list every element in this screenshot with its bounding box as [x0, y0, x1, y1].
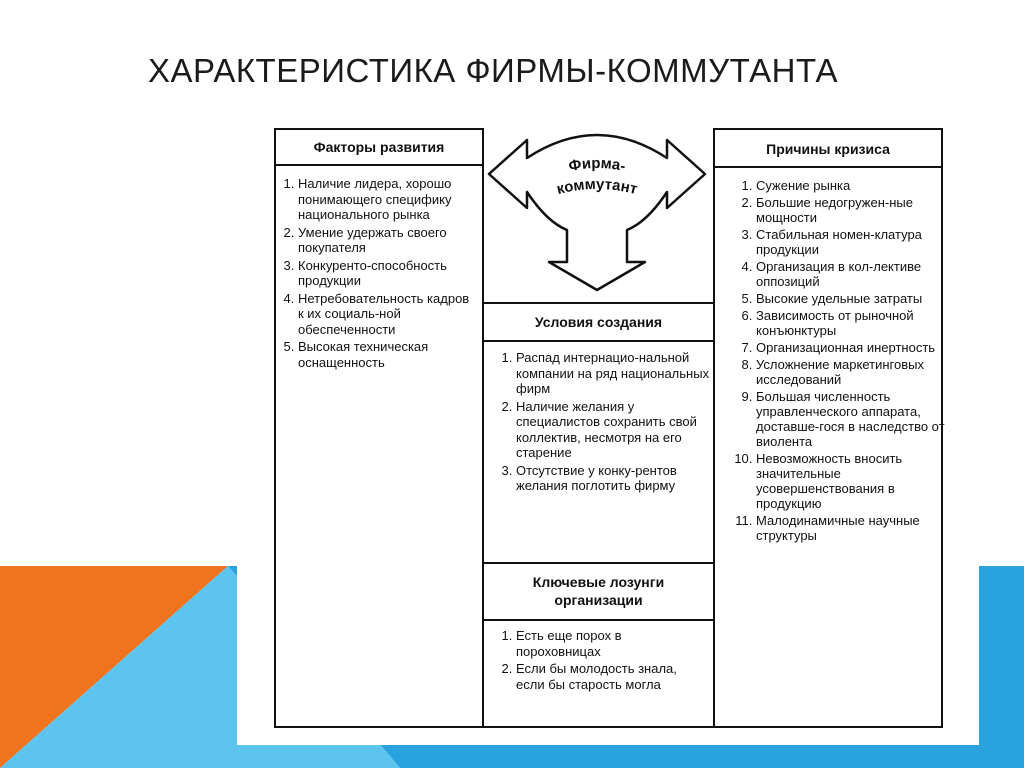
creation-conditions-header: Условия создания	[534, 314, 663, 330]
development-factors-header: Факторы развития	[313, 139, 445, 155]
list-item: 1. Есть еще порох в пороховницах	[516, 628, 706, 659]
header-divider	[484, 340, 713, 342]
list-item: 5. Высокая техническая оснащенность	[298, 339, 478, 370]
list-item: 4. Организация в кол-лективе оппозиций	[756, 259, 951, 289]
center-label-line2: коммутант	[554, 175, 640, 199]
key-slogans-list	[498, 628, 706, 694]
list-item: 7. Организационная инертность	[756, 340, 951, 355]
list-item: 3. Стабильная номен-клатура продукции	[756, 227, 951, 257]
list-item: 1. Наличие лидера, хорошо понимающего специфику национального рынка	[298, 176, 478, 223]
key-slogans-header-line1: Ключевые лозунги	[532, 574, 665, 590]
list-item: 6. Зависимость от рыночной конъюнктуры	[756, 308, 951, 338]
key-slogans-box	[482, 562, 715, 728]
diagram-card	[237, 112, 979, 745]
slide-title: ХАРАКТЕРИСТИКА ФИРМЫ-КОММУТАНТА	[148, 52, 839, 89]
list-item: 4. Нетребовательность кадров к их социаль-ной обеспеченности	[298, 291, 478, 338]
list-item: 2. Умение удержать своего покупателя	[298, 225, 478, 256]
center-label-line1: Фирма-	[567, 154, 628, 176]
crisis-causes-header: Причины кризиса	[766, 141, 890, 157]
list-item: 9. Большая численность управленческого аппарата, доставше-гося в наследство от виолента	[756, 389, 951, 449]
list-item: 1. Распад интернацио-нальной компании на ряд национальных фирм	[516, 350, 711, 397]
list-item: 10. Невозможность вносить значительные усовершенствования в продукцию	[756, 451, 951, 511]
key-slogans-header-line2: организации	[554, 592, 643, 608]
list-item: 2. Наличие желания у специалистов сохранить свой коллектив, несмотря на его старение	[516, 399, 711, 461]
list-item: 2. Если бы молодость знала, если бы старость могла	[516, 661, 706, 692]
creation-conditions-box	[482, 302, 715, 564]
list-item: 8. Усложнение маркетинговых исследований	[756, 357, 951, 387]
list-item: 2. Большие недогружен-ные мощности	[756, 195, 951, 225]
creation-conditions-list	[498, 350, 711, 496]
three-way-arrow	[237, 112, 979, 312]
list-item: 3. Конкуренто-способность продукции	[298, 258, 478, 289]
list-item: 11. Малодинамичные научные структуры	[756, 513, 951, 543]
list-item: 3. Отсутствие у конку-рентов желания поглотить фирму	[516, 463, 711, 494]
list-item: 5. Высокие удельные затраты	[756, 291, 951, 306]
header-divider	[484, 619, 713, 621]
list-item: 1. Сужение рынка	[756, 178, 951, 193]
